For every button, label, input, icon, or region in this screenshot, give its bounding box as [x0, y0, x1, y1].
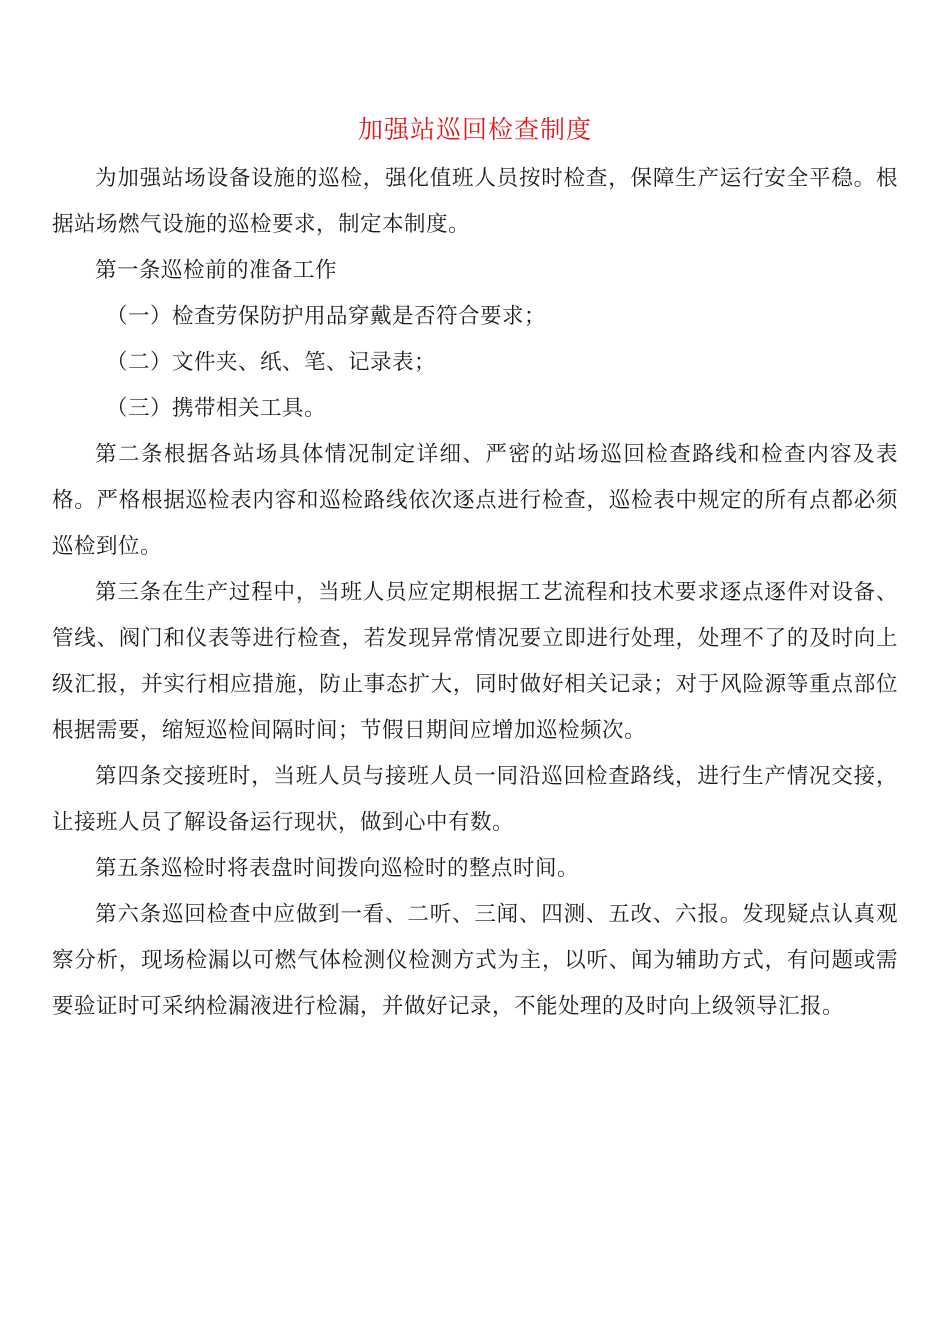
article-6-paragraph: 第六条巡回检查中应做到一看、二听、三闻、四测、五改、六报。发现疑点认真观察分析，现场检漏以可燃气体检测仪检测方式为主，以听、闻为辅助方式，有问题或需要验证时可采纳检漏液进行检漏，并做好记录，不能处理的及时向上级领导汇报。	[52, 902, 898, 1019]
article-1-item-3: （三）携带相关工具。	[106, 396, 327, 421]
intro-paragraph: 为加强站场设备设施的巡检，强化值班人员按时检查，保障生产运行安全平稳。根据站场燃气设施的巡检要求，制定本制度。	[52, 166, 898, 237]
document-title: 加强站巡回检查制度	[357, 115, 592, 144]
article-1-heading: 第一条巡检前的准备工作	[95, 258, 338, 283]
article-3-paragraph: 第三条在生产过程中，当班人员应定期根据工艺流程和技术要求逐点逐件对设备、管线、阀门和仪表等进行检查，若发现异常情况要立即进行处理，处理不了的及时向上级汇报，并实行相应措施，防止事态扩大，同时做好相关记录；对于风险源等重点部位根据需要，缩短巡检间隔时间；节假日期间应增加巡检频次。	[52, 580, 898, 743]
article-1-item-2: （二）文件夹、纸、笔、记录表；	[106, 350, 437, 375]
article-4-paragraph: 第四条交接班时，当班人员与接班人员一同沿巡回检查路线，进行生产情况交接，让接班人员了解设备运行现状，做到心中有数。	[52, 764, 898, 835]
document-page	[52, 110, 898, 1030]
article-2-paragraph: 第二条根据各站场具体情况制定详细、严密的站场巡回检查路线和检查内容及表格。严格根据巡检表内容和巡检路线依次逐点进行检查，巡检表中规定的所有点都必须巡检到位。	[52, 442, 898, 559]
article-5-paragraph: 第五条巡检时将表盘时间拨向巡检时的整点时间。	[95, 856, 580, 881]
article-1-item-1: （一）检查劳保防护用品穿戴是否符合要求；	[106, 304, 547, 329]
